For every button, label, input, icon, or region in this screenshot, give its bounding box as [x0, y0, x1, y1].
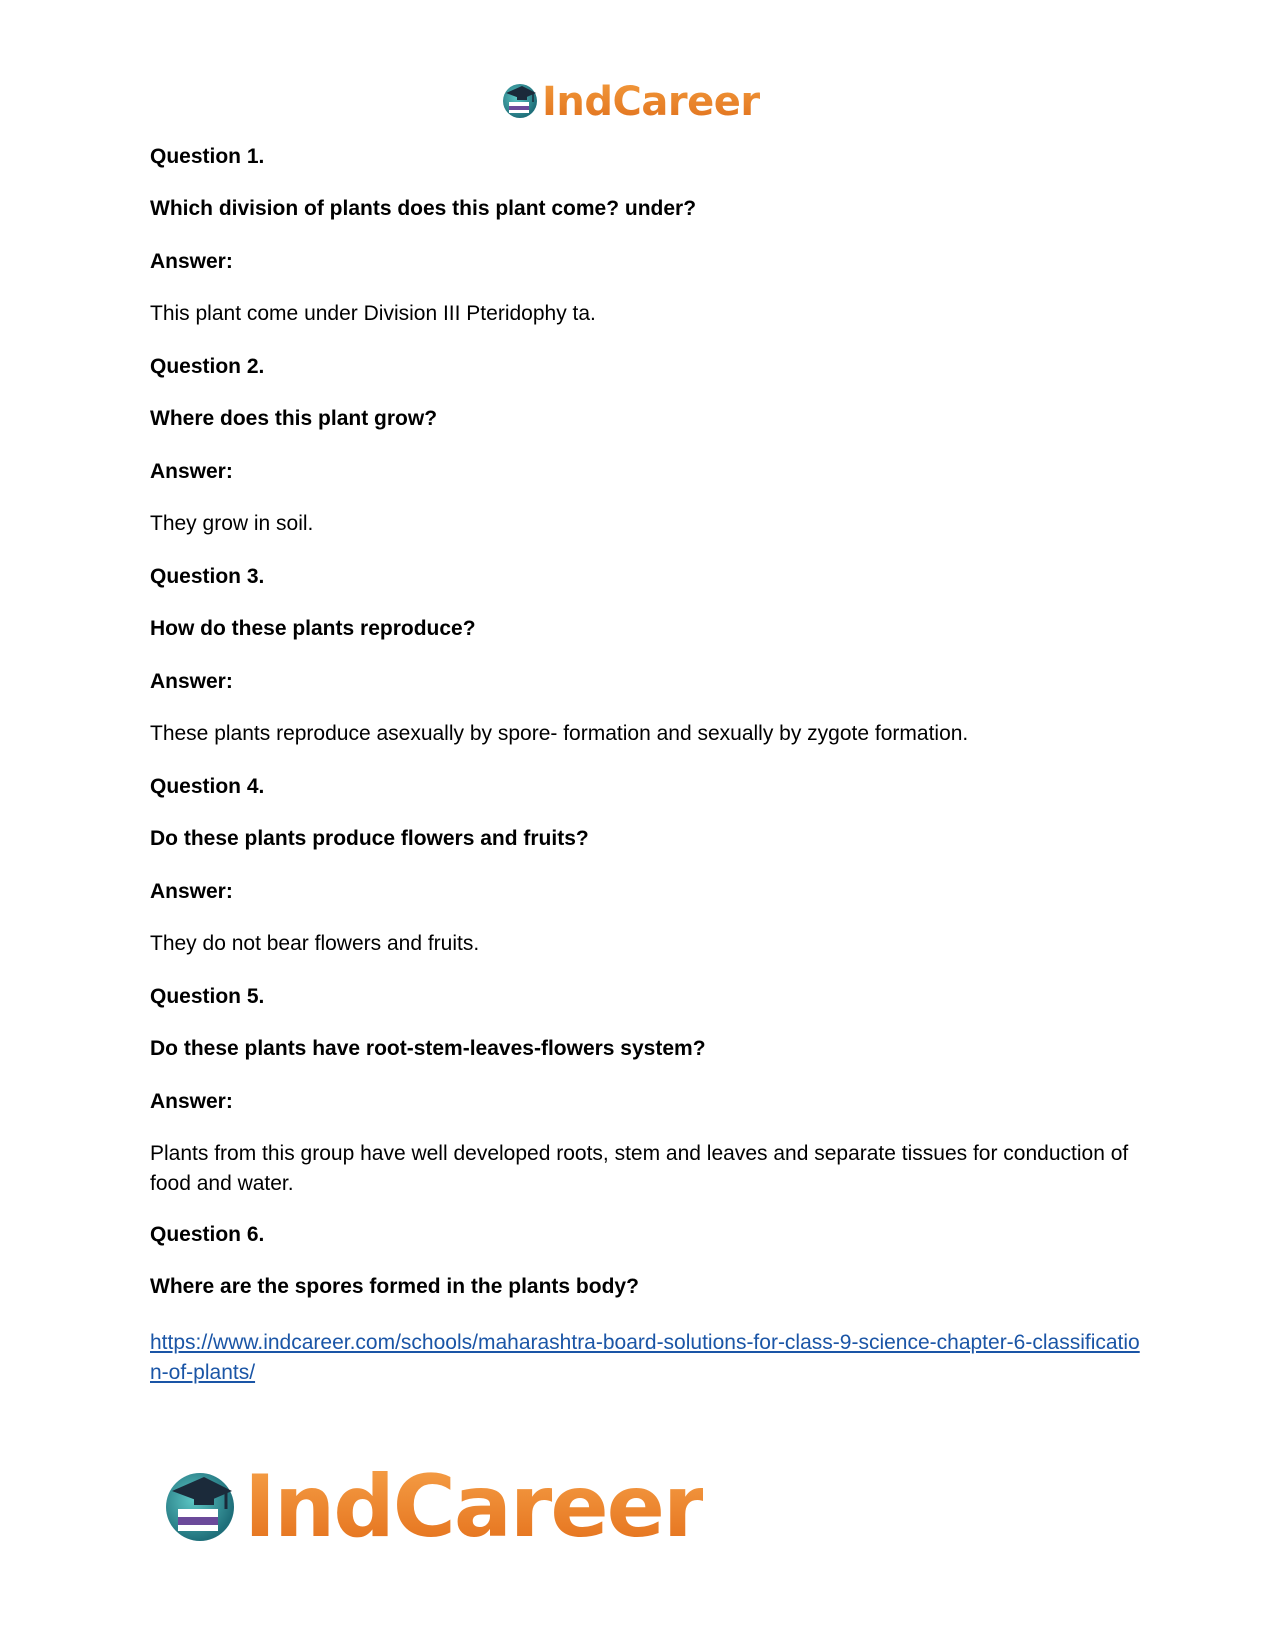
- graduation-book-icon: [160, 1465, 240, 1550]
- question-label: Question 4.: [150, 775, 265, 798]
- answer-text: This plant come under Division III Pteridophy ta.: [150, 302, 596, 325]
- question-text: Where does this plant grow?: [150, 407, 438, 430]
- question-text: How do these plants reproduce?: [150, 617, 476, 640]
- graduation-book-icon: [500, 80, 540, 125]
- answer-text: These plants reproduce asexually by spore- formation and sexually by zygote formation.: [150, 722, 969, 745]
- question-label: Question 2.: [150, 355, 265, 378]
- question-label: Question 1.: [150, 145, 265, 168]
- answer-label: Answer:: [150, 670, 233, 693]
- answer-text: They grow in soil.: [150, 512, 314, 535]
- source-link[interactable]: https://www.indcareer.com/schools/maharashtra-board-solutions-for-class-9-science-chapter-6-classification-of-plants/: [150, 1331, 1140, 1384]
- logo-text: IndCareer: [542, 79, 760, 125]
- answer-text: They do not bear flowers and fruits.: [150, 932, 480, 955]
- answer-label: Answer:: [150, 1090, 233, 1113]
- question-label: Question 6.: [150, 1223, 265, 1246]
- answer-label: Answer:: [150, 250, 233, 273]
- header-logo: [500, 76, 780, 128]
- question-text: Do these plants have root-stem-leaves-flowers system?: [150, 1037, 706, 1060]
- logo-text: IndCareer: [244, 1457, 704, 1557]
- answer-label: Answer:: [150, 460, 233, 483]
- question-label: Question 3.: [150, 565, 265, 588]
- question-label: Question 5.: [150, 985, 265, 1008]
- question-text: Do these plants produce flowers and fruits?: [150, 827, 589, 850]
- answer-text: Plants from this group have well developed roots, stem and leaves and separate tissues for conduction of food and water.: [150, 1142, 1129, 1195]
- question-text: Where are the spores formed in the plants body?: [150, 1275, 639, 1298]
- question-text: Which division of plants does this plant come? under?: [150, 197, 697, 220]
- answer-label: Answer:: [150, 880, 233, 903]
- footer-logo: [160, 1457, 704, 1557]
